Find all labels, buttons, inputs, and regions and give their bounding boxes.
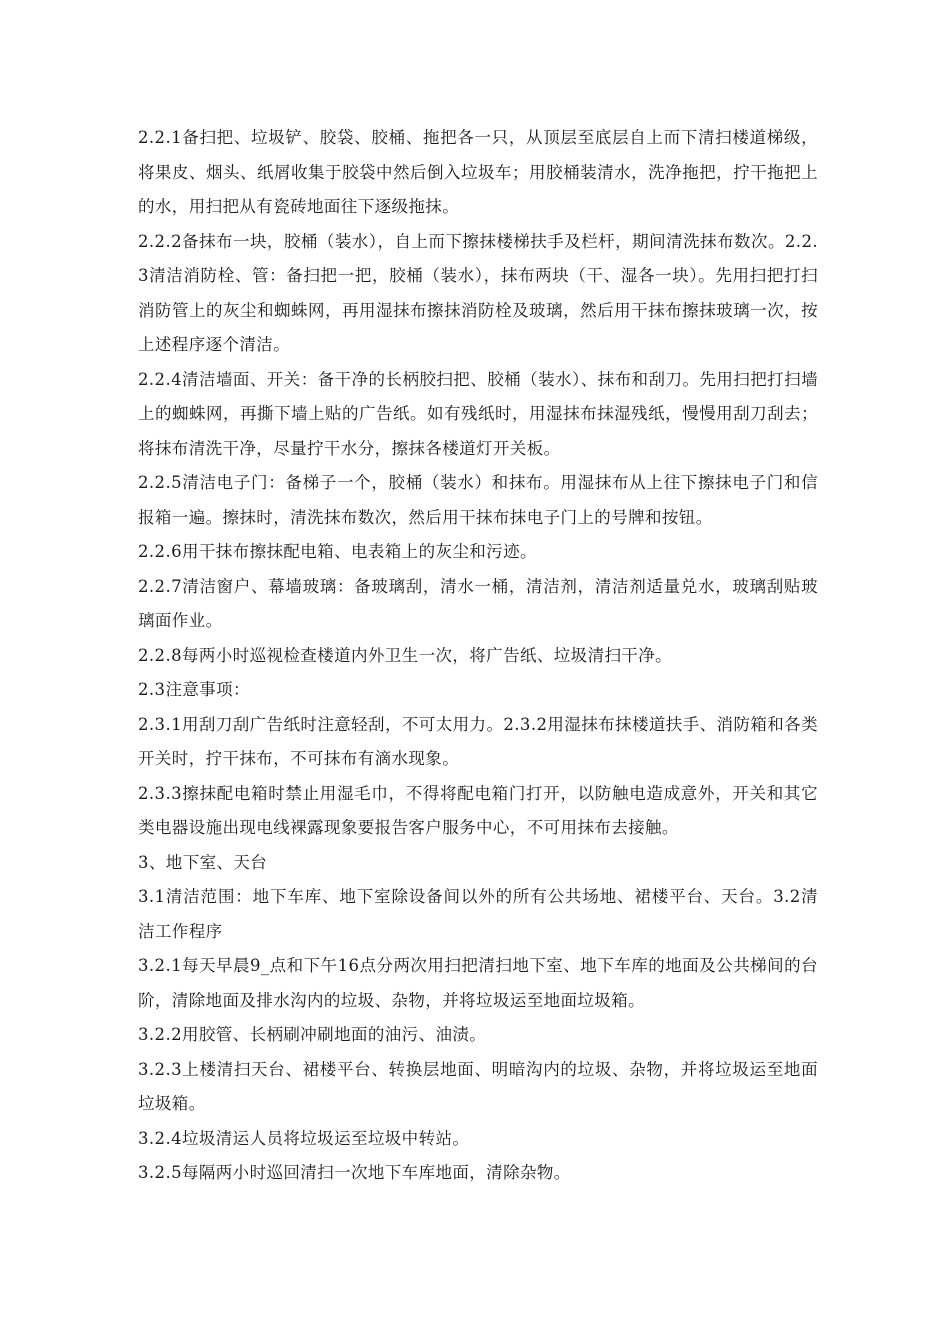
paragraph-2-2-5: 2.2.5清洁电子门：备梯子一个，胶桶（装水）和抹布。用湿抹布从上往下擦抹电子门和信报箱一遍。擦抹时，清洗抹布数次，然后用干抹布抹电子门上的号牌和按钮。	[138, 473, 818, 527]
paragraph-3-1: 3.1清洁范围：地下车库、地下室除设备间以外的所有公共场地、裙楼平台、天台。3.2清洁工作程序	[138, 887, 818, 941]
paragraph-3-2-4: 3.2.4垃圾清运人员将垃圾运至垃圾中转站。	[138, 1128, 470, 1148]
section-heading-2-3: 2.3注意事项：	[138, 680, 250, 699]
paragraph-3-2-1: 3.2.1每天早晨9_点和下午16点分两次用扫把清扫地下室、地下车库的地面及公共梯间的台阶，清除地面及排水沟内的垃圾、杂物，并将垃圾运至地面垃圾箱。	[138, 956, 818, 1010]
paragraph-2-3-3: 2.3.3擦抹配电箱时禁止用湿毛巾，不得将配电箱门打开，以防触电造成意外，开关和其它类电器设施出现电线裸露现象要报告客户服务中心，不可用抹布去接触。	[138, 783, 818, 837]
paragraph-3-2-3: 3.2.3上楼清扫天台、裙楼平台、转换层地面、明暗沟内的垃圾、杂物，并将垃圾运至地面垃圾箱。	[138, 1059, 818, 1113]
document-body	[138, 121, 818, 1191]
paragraph-2-2-7: 2.2.7清洁窗户、幕墙玻璃：备玻璃刮，清水一桶，清洁剂，清洁剂适量兑水，玻璃刮贴玻璃面作业。	[138, 576, 818, 630]
paragraph-2-2-6: 2.2.6用干抹布擦抹配电箱、电表箱上的灰尘和污迹。	[138, 542, 537, 561]
paragraph-2-2-2: 2.2.2备抹布一块，胶桶（装水），自上而下擦抹楼梯扶手及栏杆，期间清洗抹布数次。2.2.3清洁消防栓、管：备扫把一把，胶桶（装水），抹布两块（干、湿各一块）。先用扫把打扫消防管上的灰尘和蜘蛛网，再用湿抹布擦抹消防栓及玻璃，然后用干抹布擦抹玻璃一次，按上述程序逐个清洁。	[138, 231, 818, 354]
paragraph-2-3-1: 2.3.1用刮刀刮广告纸时注意轻刮，不可太用力。2.3.2用湿抹布抹楼道扶手、消防箱和各类开关时，拧干抹布，不可抹布有滴水现象。	[138, 714, 818, 768]
paragraph-2-2-4: 2.2.4清洁墙面、开关：备干净的长柄胶扫把、胶桶（装水）、抹布和刮刀。先用扫把打扫墙上的蜘蛛网，再撕下墙上贴的广告纸。如有残纸时，用湿抹布抹湿残纸，慢慢用刮刀刮去；将抹布清洗干净，尽量拧干水分，擦抹各楼道灯开关板。	[138, 369, 818, 458]
paragraph-2-2-8: 2.2.8每两小时巡视检查楼道内外卫生一次，将广告纸、垃圾清扫干净。	[138, 645, 673, 665]
paragraph-3-2-5: 3.2.5每隔两小时巡回清扫一次地下车库地面，清除杂物。	[138, 1163, 571, 1182]
paragraph-3-2-2: 3.2.2用胶管、长柄刷冲刷地面的油污、油渍。	[138, 1025, 487, 1044]
paragraph-2-2-1: 2.2.1备扫把、垃圾铲、胶袋、胶桶、拖把各一只，从顶层至底层自上而下清扫楼道梯级，将果皮、烟头、纸屑收集于胶袋中然后倒入垃圾车；用胶桶装清水，洗净拖把，拧干拖把上的水，用扫把从有瓷砖地面往下逐级拖抹。	[138, 128, 818, 216]
section-heading-3: 3、地下室、天台	[138, 852, 268, 872]
